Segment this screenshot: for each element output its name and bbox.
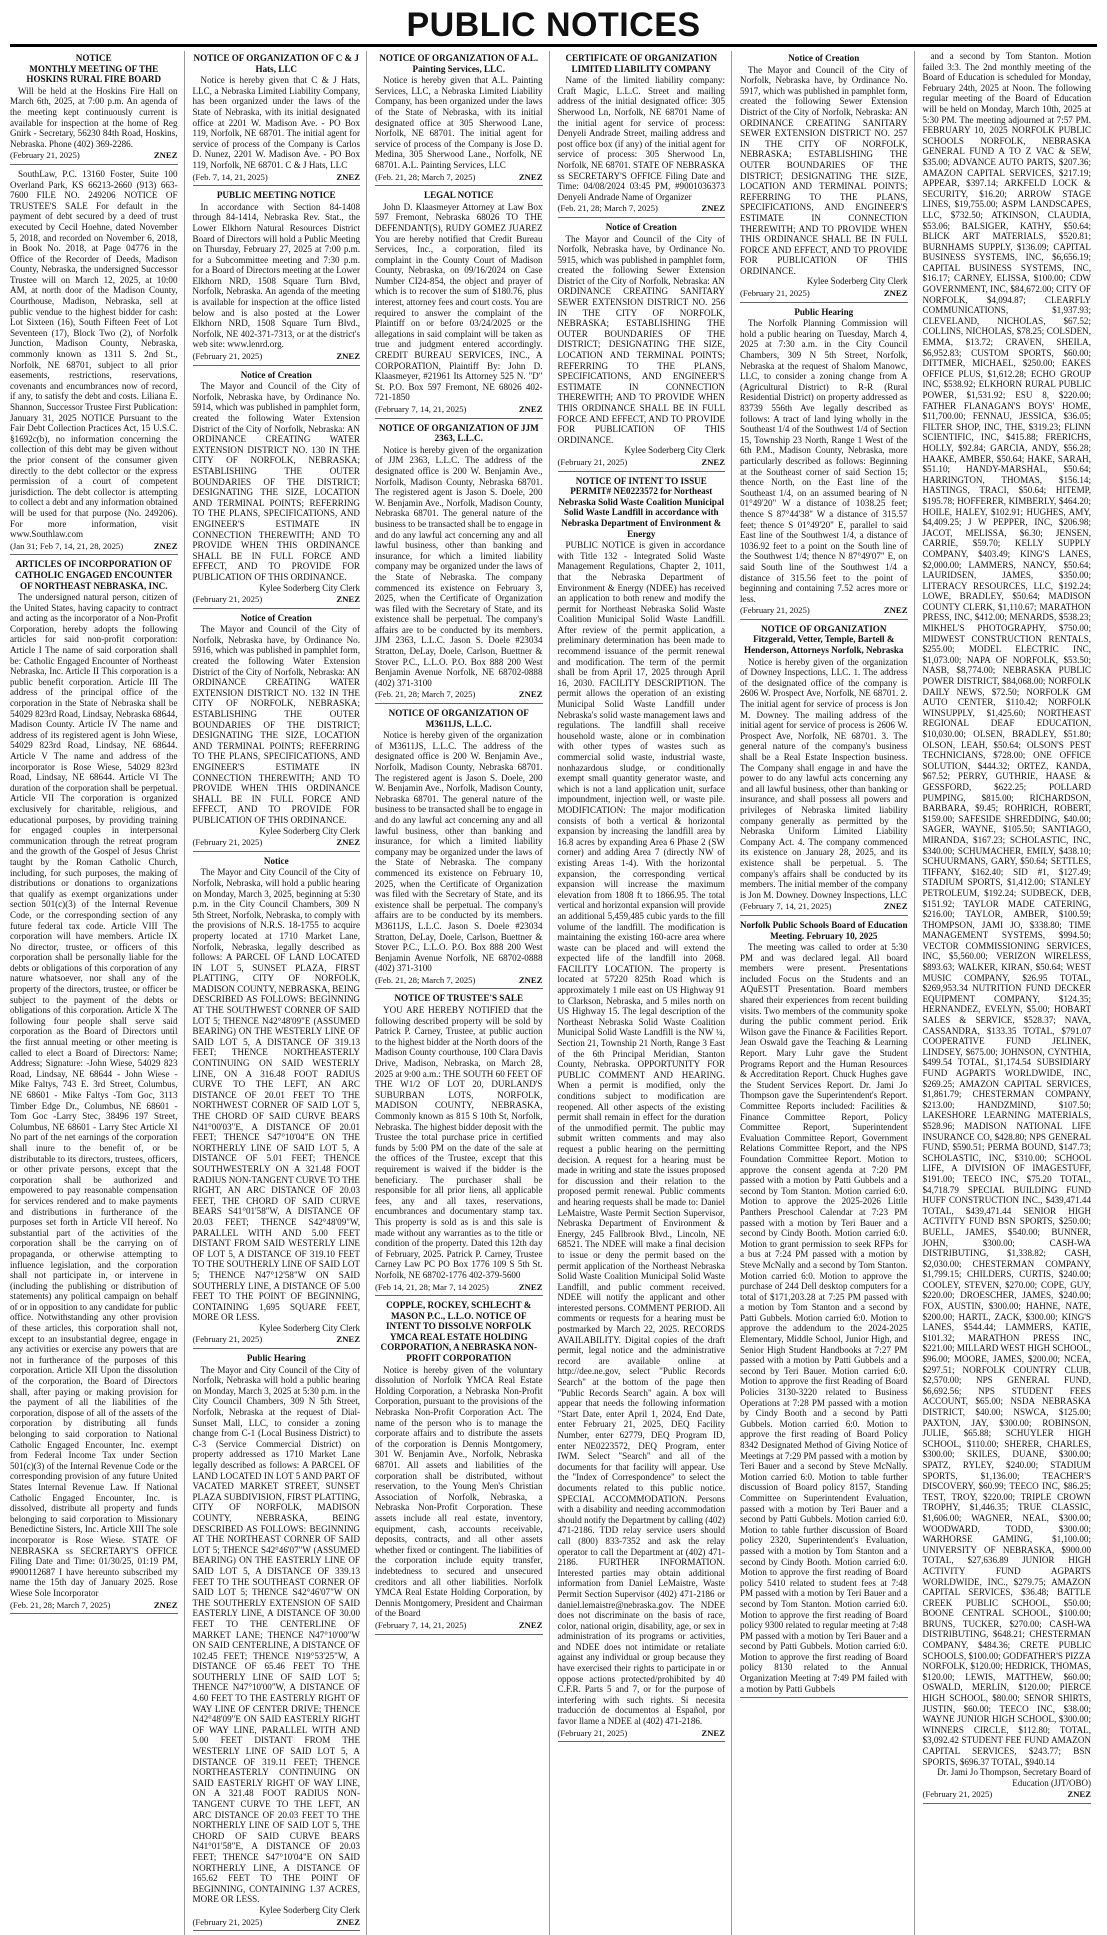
notice-body: The Mayor and Council of the City of Norfolk, Nebraska have, by Ordinance No. 5916, which was published in pamphlet form, created the following Water Extension District of the City of Norfolk, Nebraska: AN ORDINANCE CREATING WATER EXTENSION DISTRICT NO. 132 IN THE CITY OF NORFOLK, NEBRASKA; ESTABLISHING THE OUTER BOUNDARIES OF THE DISTRICT; DESIGNATING THE SIZE, LOCATION AND TERMINAL POINTS; REFERRING TO THE PLANS, SPECIFICATIONS, AND ENGINEER'S ESTIMATE IN CONNECTION THEREWITH; AND TO PROVIDE WHEN THIS ORDINANCE SHALL BE IN FULL FORCE AND EFFECT, AND TO PROVIDE FOR PUBLICATION OF THIS ORDINANCE. [192,624,360,825]
notice-body: John D. Klaasmeyer Attorney at Law Box 597 Fremont, Nebraska 68026 TO THE DEFENDANT(S), RUDY GOMEZ JUAREZ You are hereby notified that Credit Bureau Services, Inc., a corporation, filed its complaint in the County Court of Madison County, Nebraska, on 09/16/2024 on Case Number CI24-854, the object and prayer of which is to recover the sum of $180.76, plus interest, attorney fees and court costs. You are required to answer the complaint of the Plaintiff on or before 03/24/2025 or the allegations in said complaint will be taken as true and judgment entered accordingly. CREDIT BUREAU SERVICES, INC., A CORPORATION, Plaintiff By: John D. Klaasmeyer, #21961 Its Attorney 525 N. "D" St. P.O. Box 597 Fremont, NE 68026 402-721-1850 [375,201,543,403]
publication-date-text: (Feb. 21, 28; March 7, 2025) [557,203,658,214]
publication-date-text: (Feb 14, 21, 28; Mar 7, 14 2025) [375,1281,489,1292]
notice-title: ARTICLES OF INCORPORATION OF CATHOLIC ENGAGED ENCOUNTER OF NORTHEAST NEBRASKA, INC. [15,559,173,591]
notice-title: PUBLIC MEETING NOTICE [216,190,336,201]
publication-date-text: (February 21, 2025) [557,456,628,467]
publication-code: ZNEZ [336,1916,360,1927]
publication-date-text: (February 21, 2025) [192,837,263,848]
notice-columns [10,51,1097,1927]
column-5 [740,51,915,1935]
publication-date-text: (Jan 31; Feb 7, 14, 21, 28, 2025) [10,540,124,551]
column-1 [10,51,185,1935]
notice-body: Notice is hereby given that C & J Hats, LLC, a Nebraska Limited Liability Company, has been organized under the laws of the State of Nebraska, with its initial designated office at 2201 W. Madison Ave. - PO Box 119, Norfolk, NE 68701. The initial agent for service of process of the Company is Carlos D. Nunez, 2201 W. Madison Ave. - PO Box 119, Norfolk, NE 68701. C & J Hats, LLC [192,75,360,170]
publication-date-text: (February 21, 2025) [192,594,263,605]
legal-notice [375,993,543,1296]
notice-title: LEGAL NOTICE [424,190,494,201]
publication-dates [375,404,543,415]
column-3 [375,51,550,1935]
publication-dates [193,837,361,848]
publication-dates [740,605,908,616]
legal-notice [193,370,361,609]
notice-body: Notice is hereby given of the voluntary dissolution of Norfolk YMCA Real Estate Holding Corporation, a Nebraska Non-Profit Corporation, pursuant to the provisions of the Nebraska Non-Profit Corporation Act. The name of the person who is to manage the corporate affairs and to distribute the assets of the corporation is Dennis Montgomery, 301 W. Benjamin Ave., Norfolk, Nebraska 68701. All assets and liabilities of the corporation shall be distributed, without reservation, to the Young Men's Christian Association of Norfolk, Nebraska, a Nebraska Non-Profit Corporation. These assets include all real estate, inventory, equipment, cash, accounts receivable, deposits, contracts, and all other assets whether fixed or contingent. The liabilities of the corporation include equity transfer, indebtedness to secured and unsecured creditors and all other liabilities. Norfolk YMCA Real Estate Holding Corporation, by Dennis Montgomery, President and Chairman of the Board [375,1364,543,1619]
notice-signature: Dr. Jami Jo Thompson, Secretary Board of Education (JJT/OBO) [937,1767,1091,1788]
notice-signature: Kylee Soderberg City Clerk [259,1904,360,1915]
notice-title: COPPLE, ROCKEY, SCHLECHT & MASON P.C., L.L.O. NOTICE OF INTENT TO DISSOLVE NORFOLK YMCA REAL ESTATE HOLDING CORPORATION, A NEBRASKA NON-PROFIT CORPORATION [380,1300,537,1364]
legal-notice [375,1300,543,1634]
publication-dates [375,689,543,700]
publication-dates [193,351,361,362]
notice-signature: Kylee Soderberg City Clerk [806,276,908,287]
publication-dates [558,203,726,214]
publication-dates [193,172,361,183]
publication-dates [10,541,178,552]
legal-notice [740,307,908,620]
publication-date-text: (February 21, 2025) [557,1727,628,1738]
publication-code: ZNEZ [518,404,543,414]
publication-dates [10,150,178,161]
publication-dates [193,594,361,605]
notice-title: Notice of Creation [788,53,860,63]
column-2 [193,51,368,1935]
publication-dates [193,1917,361,1928]
publication-dates [558,457,726,468]
notice-title: Public Hearing [794,306,854,317]
publication-code: ZNEZ [336,1334,360,1345]
publication-code: ZNEZ [153,150,178,161]
publication-dates [10,1600,178,1611]
notice-body: PUBLIC NOTICE is given in accordance with Title 132 - Integrated Solid Waste Management Regulations, Chapter 2, 1011, that the Nebraska Department of Environment & Energy (NDEE) has received an application to both renew and modify the permit for Northeast Nebraska Solid Waste Coalition Municipal Solid Waste Landfill. After review of the permit application, a preliminary determination has been made to recommend issuance of the permit renewal and modification. The term of the permit shall be from April 17, 2025 through April 16, 2030. FACILITY DESCRIPTION. The permit allows the operation of an existing Municipal Solid Waste Landfill under Nebraska's solid waste management laws and regulations. The landfill shall receive household waste, alone or in combination with other types of wastes such as commercial solid waste, industrial waste, nonhazardous sludge, or conditionally exempt small quantity generator waste, and which is not a land application unit, surface impoundment, injection well, or waste pile. MODIFICATION: The major modification consists of both a vertical & horizontal expansion by increasing the landfill area by 16.8 acres by expanding Area 6 Phase 2 (SW corner) and adding Area 7 (directly NW of existing Areas 1-4). With the horizontal expansion, the corresponding vertical expansion will increase the maximum elevation from 1808 ft to 1866.95. The total vertical and horizontal expansion will provide an additional 5,459,485 cubic yards to the fill volume of the landfill. The modification is maintaining the existing 160-acre area where waste can be placed and will extend the expected life of the landfill into 2068. FACILITY LOCATION. The property is located at 57220 825th Road which is approximately 1 mile east on US Highway 91 to Clarkson, Nebraska, and 5 miles north on US Highway 15. The legal description of the Northeast Nebraska Solid Waste Coalition Municipal Solid Waste Landfill is the NW ¼, Section 21, Township 21 North, Range 3 East of the 6th Principal Meridian, Stanton County, Nebraska. OPPORTUNITY FOR PUBLIC COMMENT AND HEARING. When a permit is modified, only the conditions subject to modification are reopened. All other aspects of the existing permit shall remain in effect for the duration of the unmodified permit. The public may submit written comments and may also request a public hearing on the permitting decision. A request for a hearing must be made in writing and state the issues proposed for discussion and their relation to the proposed permit renewal. Public comments and hearing requests shall be made to: Daniel LeMaistre, Waste Permit Section Supervisor, Nebraska Department of Environment & Energy, 245 Fallbrook Blvd., Lincoln, NE 68521. The NDEE will make a final decision to issue or deny the permit based on the permit application of the Northeast Nebraska Solid Waste Coalition Municipal Solid Waste Landfill, and public comment received. NDEE will notify the applicant and other interested persons. COMMENT PERIOD. All comments or requests for a hearing must be postmarked by March 22, 2025. RECORDS AVAILABILITY. Digital copies of the draft permit, legal notice and the administrative record are available online at http://dee.ne.gov, select "Public Records Search" at the bottom of the page then "Public Records Search" again. A box will appear that needs the following information "Start Date, enter April 1, 2024, End Date, enter February 21, 2025, DEQ Facility Number, enter 62779, DEQ Program ID, enter NE0223572, DEQ Program, enter IWM. Select "Search" and all of the documents for that facility will appear. Use the "Index of Correspondence" to select the documents related to this public notice. SPECIAL ACCOMMODATION. Persons with a disability and needing accommodation should notify the Department by calling (402) 471-2186. TDD relay service users should call (800) 833-7352 and ask the relay operator to call the Department at (402) 471-2186. FURTHER INFORMATION. Interested parties may obtain additional information from Daniel LeMaistre, Waste Permit Section Supervisor (402) 471-2186 or daniel.lemaistre@nebraska.gov. The NDEE does not discriminate on the basis of race, color, national origin, disability, age, or sex in administration of its programs or activities, and NDEE does not intimidate or retaliate against any individual or group because they have exercised their rights to participate in or oppose actions protected/prohibited by 40 C.F.R. Parts 5 and 7, or for the purpose of interfering with such rights. Si necesita traducción de documentos al Español, por favor llame a NDEE al (402) 471-2186. [557,540,725,1727]
notice-title: CERTIFICATE OF ORGANIZATION LIMITED LIABILITY COMPANY [565,53,718,74]
legal-notice [923,51,1092,1804]
publication-code: ZNEZ [153,1599,178,1610]
publication-dates [375,1282,543,1293]
notice-body: The Mayor and Council of the City of Norfolk, Nebraska have, by Ordinance No. 5915, which was published in pamphlet form, created the following Sewer Extension District of the City of Norfolk, Nebraska: AN ORDINANCE CREATING SANITARY SEWER EXTENSION DISTRICT NO. 256 IN THE CITY OF NORFOLK, NEBRASKA; ESTABLISHING THE OUTER BOUNDARIES OF THE DISTRICT; DESIGNATING THE SIZE, LOCATION AND TERMINAL POINTS; REFERRING TO THE PLANS, SPECIFICATIONS, AND ENGINEER'S ESTIMATE IN CONNECTION THEREWITH; AND TO PROVIDE WHEN THIS ORDINANCE SHALL BE IN FULL FORCE AND EFFECT, AND TO PROVIDE FOR PUBLICATION OF THIS ORDINANCE. [557,233,725,445]
publication-code: ZNEZ [883,288,908,299]
notice-title: Notice of Creation [240,612,312,623]
notice-title: NOTICE OF ORGANIZATION OF C & J Hats, LLC [193,53,359,74]
publication-code: ZNEZ [518,689,543,700]
notice-body: Notice is hereby given of the organization of Downey Inspections, LLC. 1. The address of the designated office of the company is 2606 W. Prospect Ave, Norfolk, NE 68701. 2. The initial agent for service of process is Jon M. Downey. The mailing address of the initial agent for service of process is 2606 W. Prospect Ave, Norfolk, NE 68701. 3. The general nature of the company's business shall be a Real Estate Inspection business. The Company shall engage in and have the power to do any lawful acts concerning any and all lawful business, other than banking or insurance, and shall possess all powers and privileges of Nebraska limited liability company generally as permitted by the Nebraska Uniform Limited Liability Company Act. 4. The company commenced its existence on January 28, 2025, and its existence shall be perpetual. 5. The company's affairs shall be conducted by its members. The initial member of the company is Jon M. Downey. Downey Inspections, LLC [740,656,908,900]
publication-code: ZNEZ [883,605,908,616]
publication-date-text: (February 21, 2025) [740,288,810,299]
legal-notice [740,920,908,1698]
publication-code: ZNEZ [336,171,360,182]
notice-body: Notice is hereby given that A.L. Painting Services, LLC, a Nebraska Limited Liability Company, has been organized under the laws of the State of Nebraska, with its initial designated office at 305 Sherwood Lane, Norfolk, NE 68701. The initial agent for service of process of the Company is Jose D. Medina, 305 Sherwood Lane., Norfolk, NE 68701. A.L. Painting Services, LLC [375,75,543,170]
notice-body: Notice is hereby given of the organization of JJM 2363, L.L.C. The address of the designated office is 200 W. Benjamin Ave., Norfolk, Madison County, Nebraska 68701. The registered agent is Jason S. Doele, 200 W. Benjamin Ave., Norfolk, Madison County, Nebraska 68701. The general nature of the business to be transacted shall be to engage in and do any lawful act concerning any and all lawful business, other than banking and insurance, for which a limited liability company may be organized under the laws of the State of Nebraska. The company commenced its existence on February 3, 2025, when the Certificate of Organization was filed with the Secretary of State, and its existence shall be perpetual. The company's affairs are to be conducted by its members. JJM 2363, L.L.C. Jason S. Doele #23034 Stratton, DeLay, Doele, Carlson, Buettner & Stover P.C., L.L.O. P.O. Box 888 200 West Benjamin Avenue Norfolk, NE 68702-0888 (402) 371-3100 [375,444,543,688]
notice-signature: Kylee Soderberg City Clerk [259,1322,360,1333]
publication-code: ZNEZ [518,1619,543,1630]
legal-notice [10,53,178,165]
publication-code: ZNEZ [1067,1789,1091,1800]
legal-notice [558,476,726,1743]
notice-body: In accordance with Section 84-1408 through 84-1414, Nebraska Rev. Stat., the Lower Elkhorn Natural Resources District Board of Directors will hold a Public Meeting on Thursday, February 27, 2025 at 7:00 p.m. for a Subcommittee meeting and 7:30 p.m. for a Board of Directors meeting at the Lower Elkhorn NRD, 1508 Square Turn Blvd, Norfolk, Nebraska. An agenda of the meeting is available for inspection at the office listed below and is also posted at the Lower Elkhorn NRD, 1508 Square Turn Blvd., Norfolk, NE 402-371-7313, or at the district's web site: www.lenrd.org. [192,201,360,350]
publication-code: ZNEZ [701,456,725,467]
notice-title: NOTICE OF ORGANIZATION Fitzgerald, Vetter, Temple, Bartell & Henderson, Attorneys Norfolk, Nebraska [744,623,904,656]
publication-date-text: (Feb. 21, 28; March 7, 2025) [10,1599,111,1610]
publication-code: ZNEZ [336,837,360,848]
legal-notice [375,190,543,418]
publication-dates [375,172,543,183]
notice-title: Notice [263,855,289,866]
notice-title: NOTICE OF TRUSTEE'S SALE [394,993,524,1004]
publication-date-text: (February 21, 2025) [922,1789,993,1800]
legal-notice [558,53,726,218]
legal-notice [193,856,361,1349]
notice-body: and a second by Tom Stanton. Motion failed 3:3. The 2nd monthly meeting of the Board of Education is scheduled for Monday, February 24th, 2025 at Noon. The following regular meeting of the Board of Education will be held on Monday, March 10th, 2025 at 5:30 PM. The meeting adjourned at 7:57 PM. FEBRUARY 10, 2025 NORFOLK PUBLIC SCHOOLS NORFOLK, NEBRASKA GENERAL FUND A TO Z VAC & SEW, $35.00; ADVANCE AUTO PARTS, $207.36; AMAZON CAPITAL SERVICES, $217.19; APPEAR, $397.14; ARKFELD LOCK & SECURITY, $16.20; ARROW STAGE LINES, $19,755.00; ASPM LANDSCAPES, LLC, $732.50; ATKINSON, CLAUDIA, $53.06; BALSIGER, KATHY, $50.64; BLICK ART MATERIALS, $520.81; BURNHAMS SUPPLY, $136.09; CAPITAL BUSINESS SYSTEMS, INC, $6,656.19; CAPITAL BUSINESS SYSTEMS, INC, $16.17; CARNEY, ELISSA, $100.00; CDW GOVERNMENT, INC, $84,672.00; CITY OF NORFOLK, $4,094.87; CLEARFLY COMMUNICATIONS, $1,937.93; CLEVELAND, NICHOLAS, $67.52; COLLINS, NICHOLAS, $78.25; COLSDEN, EMMA, $13.72; CRAVEN, SHEILA, $6,952.83; CUSTOM SPORTS, $60.00; DITTMER, MICHAEL, $250.00; EAKES OFFICE PLUS, $1,612.28; ECHO GROUP INC, $538.92; ELKHORN RURAL PUBLIC POWER, $1,531.92; ESU 8, $220.00; FATHER FLANAGAN'S BOYS' HOME, $11,700.00; FENNAU, JESSICA, $36.05; FILTER SHOP, INC, THE, $319.23; FLINN SCIENTIFIC, INC, $415.88; FRERICHS, HOLLY, $92.84; GARCIA, ANDY, $56.28; HAAKE, AMBER, $50.64; HAKE, SARAH, $51.10; HANDY-MARSHAL, $50.64; HARRINGTON, THOMAS, $156.14; HASTINGS, TRACI, $50.64; HITEMP, $195.78; HOFFERER, KIMBERLY, $464.20; HOILE, HALEY, $102.91; HUGHES, AMY, $4,409.25; J W PEPPER, INC, $206.98; JACOT, MELISSA, $6.30; JENSEN, CARRIE, $59.70; KELLY SUPPLY COMPANY, $403.49; KING'S LANES, $2,000.00; LAMMERS, NANCY, $50.64; LAURIDSEN, JAMES, $350.00; LITERACY RESOURCES, LLC, $192.24; LOWE, BRADLEY, $50.64; MADISON COUNTY CLERK, $1,110.67; MARATHON PRESS, INC, $412.00; MENARDS, $538.23; MIKHEL'S PHOTOGRAPHY, $750.00; MIDWEST CONSTRUCTION RENTALS, $255.00; MODEL ELECTRIC INC, $1,073.00; NAPA OF NORFOLK, $53.50; NASB, $8,774.00; NEBRASKA PUBLIC POWER DISTRICT, $84,068.00; NORFOLK DAILY NEWS, $72.50; NORFOLK GM AUTO CENTER, $110.42; NORFOLK WINSUPPLY, $1,425.60; NORTHEAST REGIONAL DEAF EDUCATION, $10,030.00; OLSEN, BRADLEY, $51.80; OLSON, LEAH, $50.64; OLSON'S PEST TECHNICIANS, $728.00; ONE OFFICE SOLUTION, $444.32; ORTEZ, KANDA, $67.52; PERRY, GUTHRIE, HAASE & GESSFORD, $622.25; POLLARD PUMPING, $815.00; RICHARDSON, BARBARA, $9.45; ROHRICH, ROBERT, $159.00; SAFESIDE SHREDDING, $40.00; SAGER, WAYNE, $105.50; SANTIAGO, MIRANDA, $167.23; SCHOLASTIC, INC, $340.00; SCHUMACHER, EMILY, $438.10; SCHUURMANS, GARY, $50.64; SETTLES, TIFFANY, $162.40; SID #1, $127.49; STADIUM SPORTS, $1,412.00; STANLEY PETROLEUM, $192.24; SUDBECK, DEB, $151.92; TAYLOR MADE CATERING, $216.00; TAYLOR, AMBER, $100.59; THOMPSON, JAMI JO, $338.80; TIME MANAGEMENT SYSTEMS, $994.50; VECTOR COMMISSIONING SERVICES, INC, $5,560.00; VERIZON WIRELESS, $893.63; WALKER, KIRAN, $50.64; WEST MUSIC COMPANY, $26.95 TOTAL, $269,953.34 NUTRITION FUND DECKER EQUIPMENT COMPANY, $124.35; HERNANDEZ, EVELYN, $5.00; HOBART SALES & SERVICE, $528.37; NAVA, CASSANDRA, $133.35 TOTAL, $791.07 COOPERATIVE FUND JELINEK, LINDSEY, $675.00; JOHNSON, CYNTHIA, $499.54 TOTAL, $1,174.54 SUBSIDIARY FUND AGPARTS WORLDWIDE, INC, $269.25; AMAZON CAPITAL SERVICES, $1,861.79; CHESTERMAN COMPANY, $213.00; HANDZMIND, $107.50; LAKESHORE LEARNING MATERIALS, $528.96; MADISON NATIONAL LIFE INSURANCE CO, $428.80; NPS GENERAL FUND, $590.51; PERMA BOUND, $147.73; SCHOLASTIC, INC, $310.00; SCHOOL LIFE, A DIVISION OF IMAGESTUFF, $191.00; TEECO INC, $75.20 TOTAL, $4,718.79 SPECIAL BUILDING FUND HUFF CONSTRUCTION INC., $439,471.44 TOTAL, $439,471.44 SENIOR HIGH ACTIVITY FUND BSN SPORTS, $250.00; BUELL, JAMES, $540.00; BUNNER, JOHN, $300.00; CASH-WA DISTRIBUTING, $1,338.82; CASH, $2,030.00; CHESTERMAN COMPANY, $1,799.15; CHILDERS, CURTIS, $240.00; COOLEY, STEVEN, $270.00; COPE, GUY, $220.00; DROESCHER, JAMES, $240.00; FOX, AUSTIN, $300.00; HAHNE, NATE, $200.00; HARTL, ZACK, $300.00; KING'S LANES, $544.44; LAMMERS, KATIE, $101.32; MARATHON PRESS INC, $221.00; MILLARD WEST HIGH SCHOOL, $96.00; MOORE, JAMES, $200.00; NCEA, $297.51; NORFOLK COUNTRY CLUB, $2,570.00; NPS GENERAL FUND, $6,692.56; NPS STUDENT FEES ACCOUNT, $65.00; NSDA NEBRASKA DISTRICT, $40.00; NSWCA, $125.00; PAXTON, JAY, $300.00; ROBINSON, JULIE, $65.88; SCHUYLER HIGH SCHOOL, $110.00; SHERER, CHARLES, $300.00; SKILES, DUANE, $300.00; SPATZ, RYLEY, $240.00; STADIUM SPORTS, $1,136.00; TEACHER'S DISCOVERY, $60.99; TEECO INC, $86.25; TEST, TROY, $220.00; TRIPLE CROWN TROPHY, $1,446.35; TRUE CLASSIC, $1,606.00; WAGNER, NEAL, $300.00; WOODWARD, TODD, $300.00; WARHORSE GAMING, $1,100.00; UNIVERSITY OF NEBRASKA, $900.00 TOTAL, $27,636.89 JUNIOR HIGH ACTIVITY FUND AGPARTS WORLDWIDE, INC., $279.75; AMAZON CAPITAL SERVICES, $36.48; BATTLE CREEK PUBLIC SCHOOL, $50.00; BOONE CENTRAL SCHOOL, $100.00; BRUNS, TUCKER, $270.00; CASH-WA DISTRIBUTING, $648.21; CHESTERMAN COMPANY, $484.36; CRETE PUBLIC SCHOOLS, $100.00; GODFATHER'S PIZZA NORFOLK, $120.00; HEDRICK, THOMAS, $120.00; LEWIS, MATTHEW, $60.00; OSWALD, MERLIN, $120.00; PIERCE HIGH SCHOOL, $80.00; SENOR SHIRTS, JUSTIN, $60.00; TEECO INC, $38.00; WAYNE JUNIOR HIGH SCHOOL, $300.00; WINNERS CIRCLE, $112.80; TOTAL, $3,092.42 STUDENT FEE FUND AMAZON CAPITAL SERVICES, $243.77; BSN SPORTS, $696.37 TOTAL, $940.14 [922,51,1091,1767]
legal-notice [375,708,543,989]
publication-dates [558,1728,726,1739]
notice-body: The Mayor and City Council of the City of Norfolk, Nebraska will hold a public hearing on Monday, March 3, 2025 at 5:30 p.m. in the City Council Chambers, 309 N 5th Street, Norfolk, Nebraska at the request of Dial-Sunset Mall, LLC, to consider a zoning change from C-1 (Local Business District) to C-3 (Service Commercial District) on property addressed as 1710 Market Lane legally described as follows: A PARCEL OF LAND LOCATED IN LOT 5 AND PART OF VACATED MARKET STREET, SUNSET PLAZA SUBDIVISION, FIRST PLATTING, CITY OF NORFOLK, MADISON COUNTY, NEBRASKA, BEING DESCRIBED AS FOLLOWS: BEGINNING AT THE NORTHEAST CORNER OF SAID LOT 5; THENCE S42°46'07"W (ASSUMED BEARING) ON THE EASTERLY LINE OF SAID LOT 5, A DISTANCE OF 339.13 FEET TO THE SOUTHEAST CORNER OF SAID LOT 5; THENCE S42°46'07"W ON THE SOUTHERLY EXTENSION OF SAID EASTERLY LINE, A DISTANCE OF 30.00 FEET TO THE CENTERLINE OF MARKET LANE; THENCE N47°10'00"W ON SAID CENTERLINE, A DISTANCE OF 102.45 FEET; THENCE N19°53'25"W, A DISTANCE OF 65.46 FEET TO THE SOUTHERLY LINE OF SAID LOT 5; THENCE N47°10'00"W, A DISTANCE OF 4.60 FEET TO THE EASTERLY RIGHT OF WAY LINE OF CENTER DRIVE; THENCE N42°48'09"E ON SAID EASTERLY RIGHT OF WAY LINE, PARALLEL WITH AND 5.00 FEET DISTANT FROM THE WESTERLY LINE OF SAID LOT 5, A DISTANCE OF 319.11 FEET; THENCE NORTHEASTERLY CONTINUING ON SAID EASTERLY RIGHT OF WAY LINE, ON A 321.48 FOOT RADIUS NON-TANGENT CURVE TO THE LEFT, AN ARC DISTANCE OF 20.03 FEET TO THE NORTHERLY LINE OF SAID LOT 5, THE CHORD OF SAID CURVE BEARS N41°01'58"E, A DISTANCE OF 20.03 FEET; THENCE S47°10'04"E ON SAID NORTHERLY LINE, A DISTANCE OF 165.62 FEET TO THE POINT OF BEGINNING, CONTAINING 1.37 ACRES, MORE OR LESS. [192,1364,360,1905]
publication-date-text: (February 21, 2025) [740,605,810,616]
notice-title: NOTICE OF INTENT TO ISSUE PERMIT# NE0223572 for Northeast Nebraska Solid Waste Coalition Municipal Solid Waste Landfill in accordance with Nebraska Department of Environment & Energy [558,475,725,539]
legal-notice [375,53,543,186]
legal-notice [193,53,361,186]
publication-date-text: (Feb. 21, 28; March 7, 2025) [375,689,476,700]
publication-code: ZNEZ [336,351,360,362]
publication-code: ZNEZ [518,974,543,985]
legal-notice [740,624,908,916]
notice-title: NOTICE OF ORGANIZATION OF A.L. Painting Services, LLC. [379,53,539,74]
legal-notice [740,53,908,303]
publication-code: ZNEZ [701,203,725,214]
publication-dates [740,288,908,299]
notice-title: Notice of Creation [240,369,312,380]
notice-body: Notice is hereby given of the organization of M3611JS, L.L.C. The address of the designated office is 200 W. Benjamin Ave., Norfolk, Madison County, Nebraska 68701. The registered agent is Jason S. Doele, 200 W. Benjamin Ave., Norfolk, Madison County, Nebraska 68701. The general nature of the business to be transacted shall be to engage in and do any lawful act concerning any and all lawful business, other than banking and insurance, for which a limited liability company may be organized under the laws of the State of Nebraska. The company commenced its existence on February 10, 2025, when the Certificate of Organization was filed with the Secretary of State, and its existence shall be perpetual. The company's affairs are to be conducted by its members. M3611JS, L.L.C. Jason S. Doele #23034 Stratton, DeLay, Doele, Carlson, Buettner & Stover P.C., L.L.O. P.O. Box 888 200 West Benjamin Avenue Norfolk, NE 68702-0888 (402) 371-3100 [375,730,543,974]
notice-title: Public Hearing [246,1353,306,1364]
publication-code: ZNEZ [883,901,908,912]
notice-title: NOTICE OF ORGANIZATION OF JJM 2363, L.L.C. [378,422,539,444]
legal-notice [193,190,361,366]
notice-body: The Mayor and City Council of the City of Norfolk, Nebraska, will hold a public hearing on Monday, March 3, 2025, beginning at 5:30 p.m. in the City Council Chambers, 309 N 5th Street, Norfolk, Nebraska, to comply with the provisions of N.R.S. 18-1755 to acquire property located at 1710 Market Lane, Norfolk, Nebraska, legally described as follows: A PARCEL OF LAND LOCATED IN LOT 5, SUNSET PLAZA, FIRST PLATTING, CITY OF NORFOLK, MADISON COUNTY, NEBRASKA, BEING DESCRIBED AS FOLLOWS: BEGINNING AT THE SOUTHWEST CORNER OF SAID LOT 5; THENCE N42°48'09"E (ASSUMED BEARING) ON THE WESTERLY LINE OF SAID LOT 5, A DISTANCE OF 319.13 FEET; THENCE NORTHEASTERLY CONTINUING ON SAID WESTERLY LINE, ON A 316.48 FOOT RADIUS CURVE TO THE LEFT, AN ARC DISTANCE OF 20.01 FEET TO THE NORTHWEST CORNER OF SAID LOT 5, THE CHORD OF SAID CURVE BEARS N41°00'03"E, A DISTANCE OF 20.01 FEET; THENCE S47°10'04"E ON THE NORTHERLY LINE OF SAID LOT 5, A DISTANCE OF 5.01 FEET; THENCE SOUTHWESTERLY ON A 321.48 FOOT RADIUS NON-TANGENT CURVE TO THE RIGHT, AN ARC DISTANCE OF 20.03 FEET, THE CHORD OF SAID CURVE BEARS S41°01'58"W, A DISTANCE OF 20.03 FEET; THENCE S42°48'09"W, PARALLEL WITH AND 5.00 FEET DISTANT FROM SAID WESTERLY LINE OF LOT 5, A DISTANCE OF 319.10 FEET TO THE SOUTHERLY LINE OF SAID LOT 5; THENCE N47°12'58"W ON SAID SOUTHERLY LINE, A DISTANCE OF 5.00 FEET TO THE POINT OF BEGINNING, CONTAINING 1,695 SQUARE FEET, MORE OR LESS. [192,867,360,1323]
legal-notice [558,222,726,472]
legal-notice [193,1353,361,1931]
publication-date-text: (February 7, 14, 21, 2025) [375,1619,467,1630]
notice-body: The Norfolk Planning Commission will hold a public hearing on Tuesday, March 4, 2025 at 7:30 a.m. in the City Council Chambers, 309 N 5th Street, Norfolk, Nebraska at the request of Shalom Manowc, LLC, to consider a zoning change from A (Agricultural District) to R-R (Rural Residential District) on property addressed as 83739 556th Ave legally described as follows: A tract of land lying wholly in the Southeast 1/4 of the Southwest 1/4 of Section 15, Township 23 North, Range 1 West of the 6th P.M., Madison County, Nebraska, more particularly described as follows: Beginning at the Southeast corner of said Section 15; thence North, on the East line of the Southeast 1/4, on an assumed bearing of N 01°49'20" W a distance of 1038.25 feet; thence S 87°44'38" W a distance of 315.57 feet; thence S 01°49'20" E, parallel to said East line of the Southwest 1/4, a distance of 1036.92 feet to a point on the South line of the Southwest 1/4; thence N 87°49'07" E, on said South line of the Southwest 1/4 a distance of 315.56 feet to the point of beginning and containing 7.52 acres more or less. [740,318,908,604]
page-title: PUBLIC NOTICES [10,6,1097,47]
notice-signature: Kylee Soderberg City Clerk [259,582,360,593]
publication-code: ZNEZ [701,1727,725,1738]
publication-code: ZNEZ [518,171,543,182]
publication-date-text: (February 21, 2025) [192,1334,263,1345]
publication-date-text: (February 21, 2025) [192,351,263,362]
notice-body: The Mayor and Council of the City of Norfolk, Nebraska have, by Ordinance No. 5914, which was published in pamphlet form, created the following Water Extension District of the City of Norfolk, Nebraska: AN ORDINANCE CREATING WATER EXTENSION DISTRICT NO. 130 IN THE CITY OF NORFOLK, NEBRASKA; ESTABLISHING THE OUTER BOUNDARIES OF THE DISTRICT; DESIGNATING THE SIZE, LOCATION AND TERMINAL POINTS; REFERRING TO THE PLANS, SPECIFICATIONS, AND ENGINEER'S ESTIMATE IN CONNECTION THEREWITH; AND TO PROVIDE WHEN THIS ORDINANCE SHALL BE IN FULL FORCE AND EFFECT, AND TO PROVIDE FOR PUBLICATION OF THIS ORDINANCE. [192,381,360,582]
notice-title: NOTICE MONTHLY MEETING OF THE HOSKINS RURAL FIRE BOARD [26,53,162,85]
publication-date-text: (Feb. 21, 28; March 7, 2025) [375,171,476,182]
notice-title: Notice of Creation [605,221,677,232]
legal-notice [10,559,178,1614]
publication-code: ZNEZ [518,1281,543,1292]
notice-signature: Kylee Soderberg City Clerk [259,825,360,836]
notice-body: The Mayor and Council of the City of Norfolk, Nebraska have, by Ordinance No. 5917, which was published in pamphlet form, created the following Sewer Extension District of the City of Norfolk, Nebraska: AN ORDINANCE CREATING SANITARY SEWER EXTENSION DISTRICT NO. 257 IN THE CITY OF NORFOLK, NEBRASKA; ESTABLISHING THE OUTER BOUNDARIES OF THE DISTRICT; DESIGNATING THE SIZE, LOCATION AND TERMINAL POINTS; REFERRING TO THE PLANS, SPECIFICATIONS, AND ENGINEER'S ESTIMATE IN CONNECTION THEREWITH; AND TO PROVIDE WHEN THIS ORDINANCE SHALL BE IN FULL FORCE AND EFFECT, AND TO PROVIDE FOR PUBLICATION OF THIS ORDINANCE. [740,64,908,276]
publication-dates [923,1789,1092,1800]
notice-body: The undersigned natural person, citizen of the United States, having capacity to contract and acting as the incorporator of a Non-Profit Corporation, hereby adopts the following articles for said non-profit corporation: Article I The name of said corporation shall be: Catholic Engaged Encounter of Northeast Nebraska, Inc. Article II This corporation is a public benefit corporation. Article III The address of the principal office of the corporation in the State of Nebraska shall be 54029 823rd Road, Lindsay, Nebraska 68644, Madison County. Article IV The name and address of its registered agent is John Wiese, 54029 823rd Road, Lindsay, NE 68644. Article V The name and address of the incorporator is Rose Wiese, 54029 823rd Road, Lindsay, NE 68644. Article VI The duration of the corporation shall be perpetual. Article VII The corporation is organized exclusively for charitable, religious, and educational purposes, by providing training for engaged couples in interpersonal communication through the retreat program and the growth of the Gospel of Jesus Christ taught by the Roman Catholic Church, including, for such purposes, the making of distributions or donations to organizations that qualify as exempt organizations under section 501(c)(3) of the Internal Revenue Code, or the corresponding section of any future federal tax code. Article VIII The corporation will have members. Article IX No director, trustee, or officers of this corporation shall be personally liable for the debts or obligations of this corporation of any nature whatsoever, nor shall any of the property of the directors, trustee, or officer be subject to the payment of the debts or obligations of this corporation. Article X The following four people shall serve said corporation as the Board of Directors until the first annual meeting or other meeting is called to elect a Board of Directors: Name; Address; Signature: -John Wiese, 54029 823 Road, Lindsay, NE 68644 - John Wiese -Mike Faltys, 743 E. 3rd Street, Columbus, NE 68601 - Mike Faltys -Tom Goc, 3113 Timber Edge Dr., Columbus, NE 68601 - Tom Goc -Larry Stec, 38496 197 Street, Columbus, NE 68601 - Larry Stec Article XI No part of the net earnings of the corporation shall inure to the benefit of, or be distributable to its directors, trustees, officers, or other private persons, except that the corporation shall be authorized and empowered to pay reasonable compensation for services rendered and to make payments and distributions in furtherance of the purposes set forth in Article VII hereof. No substantial part of the activities of the corporation shall be the carrying on of propaganda, or otherwise attempting to influence legislation, and the corporation shall not participate in, or intervene in (including the publishing or distribution of statements) any political campaign on behalf of or in opposition to any candidate for public office. Notwithstanding any other provision of these articles, this corporation shall not, except to an insubstantial degree, engage in any activities or exercise any powers that are not in furtherance of the purposes of this corporation. Article XII Upon the dissolution of the corporation, the Board of Directors shall, after paying or making provision for the payment of all the liabilities of the corporation, dispose of all of the assets of the corporation by distributing all funds belonging to said corporation to National Catholic Engaged Encounter, Inc. exempt from Federal Income Tax under Section 501(c)(3) of the Internal Revenue Code or the corresponding provision of any future United States Internal Revenue Law. If National Catholic Engaged Encounter, Inc. is dissolved, distribute all property and funds belonging to said corporation to Missionary Benedictine Sisters, Inc. Article XIII The sole incorporator is Rose Wiese. STATE OF NEBRASKA ss SECRETARY'S OFFICE Filing Date and Time: 01/30/25, 01:19 PM, #900112687 I have hereunto subscribed my name the 15th day of January 2025. Rose Wiese Sole Incorporator [10,592,178,1598]
notice-signature: Kylee Soderberg City Clerk [624,445,725,456]
publication-date-text: (February 21, 2025) [10,150,80,161]
notice-title: NOTICE OF ORGANIZATION OF M3611JS, L.L.C. [388,708,529,729]
publication-code: ZNEZ [336,594,360,605]
column-6 [923,51,1098,1935]
legal-notice [375,423,543,704]
publication-date-text: (Feb. 21, 28; March 7, 2025) [375,974,476,985]
legal-notice [193,613,361,852]
column-4 [558,51,733,1935]
notice-body: Name of the limited liability company: Craft Magic, L.L.C. Street and mailing address of the initial designated office: 305 Sherwood Ln, Norfolk, NE 68701 Name of the initial agent for service of process: Denyeli Andrade Street, mailing address and post office box (if any) of the initial agent for service of process: 305 Sherwood Ln, Norfolk, NE 68701. STATE OF NEBRASKA ss SECRETARY'S OFFICE Filing Date and Time: 04/08/2024 03:45 PM, #9001036373 Denyeli Andrade Name of Organizer [557,75,725,202]
notice-title: Norfolk Public Schools Board of Education Meeting. February 10, 2025 [740,919,908,941]
publication-date-text: (Feb. 7, 14, 21, 2025) [192,171,268,182]
publication-date-text: (February 21, 2025) [192,1916,263,1927]
notice-body: Will be held at the Hoskins Fire Hall on March 6th, 2025, at 7:00 p.m. An agenda of the meeting kept continuously current is available for inspection at the home of Reg Gnirk - Secretary, 56230 84th Road, Hoskins, Nebraska. Phone (402) 369-2286. [10,85,178,149]
publication-dates [740,901,908,912]
notice-body: YOU ARE HEREBY NOTIFIED that the following described property will be sold by Patrick P. Carney, Trustee, at public auction to the highest bidder at the North doors of the Madison County courthouse, 100 Clara Davis Drive, Madison, Nebraska, on March 28, 2025 at 9:00 a.m.: THE SOUTH 60 FEET OF THE W1/2 OF LOT 20, DURLAND'S SUBURBAN LOTS, NORFOLK, MADISON COUNTY, NEBRASKA, Commonly known as 815 S 10th St, Norfolk, Nebraska. The highest bidder deposit with the Trustee the total purchase price in certified funds by 5:00 PM on the date of the sale at the offices of the Trustee, except that this requirement is waived if the bidder is the beneficiary. The purchaser shall be responsible for all prior liens, all applicable fees, any and all taxes, reservations, encumbrances and documentary stamp tax. This property is sold as is and this sale is made without any warranties as to the title or condition of the property. Dated this 12th day of February, 2025. Patrick P. Carney, Trustee Carney Law PC PO Box 1776 109 S 5th St. Norfolk, NE 68702-1776 402-379-5600 [375,1005,543,1280]
publication-dates [375,975,543,986]
publication-dates [375,1620,543,1631]
notice-body: The meeting was called to order at 5:30 PM and was declared legal. All board members were present. Presentations included Focus on the Students and an AQuESTT Presentation. Board members shared their experiences from recent building visits. Two members of the community spoke during the public comment period. Erik Wilson gave the Finance & Facilities Report. Jean Oswald gave the Teaching & Learning Report. Mary Luhr gave the Student Programs Report and the Human Resources & Accreditation Report. Chuck Hughes gave the Student Services Report. Dr. Jami Jo Thompson gave the Superintendent's Report. Committee Reports included: Facilities & Finance Committee Report, Policy Committee Report, Superintendent Evaluation Committee Report, Government Relations Committee Report, and the NPS Foundation Committee Report. Motion to approve the consent agenda at 7:20 PM passed with a motion by Patti Gubbels and a second by Tom Stanton. Motion carried 6:0. Motion to approve the 2025-2026 Little Panthers Preschool Calendar at 7:23 PM passed with a motion by Teri Bauer and a second by Cindy Booth. Motion carried 6:0. Motion to grant permission to seek RFPs for a bus at 7:24 PM passed with a motion by Steve McNally and a second by Tom Stanton. Motion carried 6:0. Motion to approve the purchase of 244 Dell desktop computers for a total of $171,203.28 at 7:25 PM passed with a motion by Tom Stanton and a second by Patti Gubbels. Motion carried 6:0. Motion to approve the addendum to the 2024-2025 Elementary, Middle School, Junior High, and Senior High Student Handbooks at 7:27 PM passed with a motion by Patti Gubbels and a second by Teri Bauer. Motion carried 6:0. Motion to approve the first Reading of Board Policies 3130-3220 related to Business Operations at 7:28 PM passed with a motion by Cindy Booth and a second by Patti Gubbels. Motion carried 6:0. Motion to approve the first reading of Board Policy 8342 Designated Method of Giving Notice of Meetings at 7:29 PM passed with a motion by Teri Bauer and a second by Steve McNally. Motion carried 6:0. Motion to table further discussion of Board policy 8157, Standing Committee on Superintendent Evaluation, passed with a motion by Teri Bauer and a second by Patti Gubbels. Motion carried 6:0. Motion to table further discussion of Board policy 2320, Superintendent's Evaluation, passed with a motion by Tom Stanton and a second by Cindy Booth. Motion carried 6:0. Motion to approve the first reading of Board policy 5410 related to student fees at 7:48 PM passed with a motion by Teri Bauer and a second by Tom Stanton. Motion carried 6:0. Motion to approve the first reading of Board policy 9300 related to regular meeting at 7:48 PM passed with a motion by Teri Bauer and a second by Patti Gubbels. Motion carried 6:0. Motion to approve the first reading of Board policy 8130 related to the Annual Organization Meeting at 7:49 PM failed with a motion by Patti Gubbels [740,942,908,1694]
publication-date-text: (February 7, 14, 21, 2025) [740,901,832,912]
publication-date-text: (February 7, 14, 21, 2025) [375,404,467,414]
publication-code: ZNEZ [153,540,178,551]
publication-dates [193,1334,361,1345]
legal-notice [10,169,178,555]
notice-body: SouthLaw, P.C. 13160 Foster, Suite 100 Overland Park, KS 66213-2660 (913) 663-7600 FILE NO. 249206 NOTICE OF TRUSTEE'S SALE For default in the payment of debt secured by a deed of trust executed by Cecil Hoehne, dated November 5, 2018, and recorded on November 6, 2018, in Book No. 2018, at Page 04776 in the Office of the Recorder of Deeds, Madison County, Nebraska, the undersigned Successor Trustee will on March 12, 2025, at 10:00 AM, at north door of the Madison County, Courthouse, Madison, Nebraska, sell at public vendue to the highest bidder for cash: Lot Sixteen (16), South Fifteen Feet of Lot Seventeen (17), Block Two (2), of Norfolk Junction, Madison County, Nebraska, commonly known as 1311 S. 2nd St., Norfolk, NE 68701, subject to all prior easements, restrictions, reservations, covenants and encumbrances now of record, if any, to satisfy the debt and costs. Liliana E. Shannon, Successor Trustee First Publication: January 31, 2025 NOTICE Pursuant to the Fair Debt Collection Practices Act, 15 U.S.C. §1692c(b), no information concerning the collection of this debt may be given without the prior consent of the consumer given directly to the debt collector or the express permission of a court of competent jurisdiction. The debt collector is attempting to collect a debt and any information obtained will be used for that purpose (No. 249206). For more information, visit www.Southlaw.com [10,168,178,540]
